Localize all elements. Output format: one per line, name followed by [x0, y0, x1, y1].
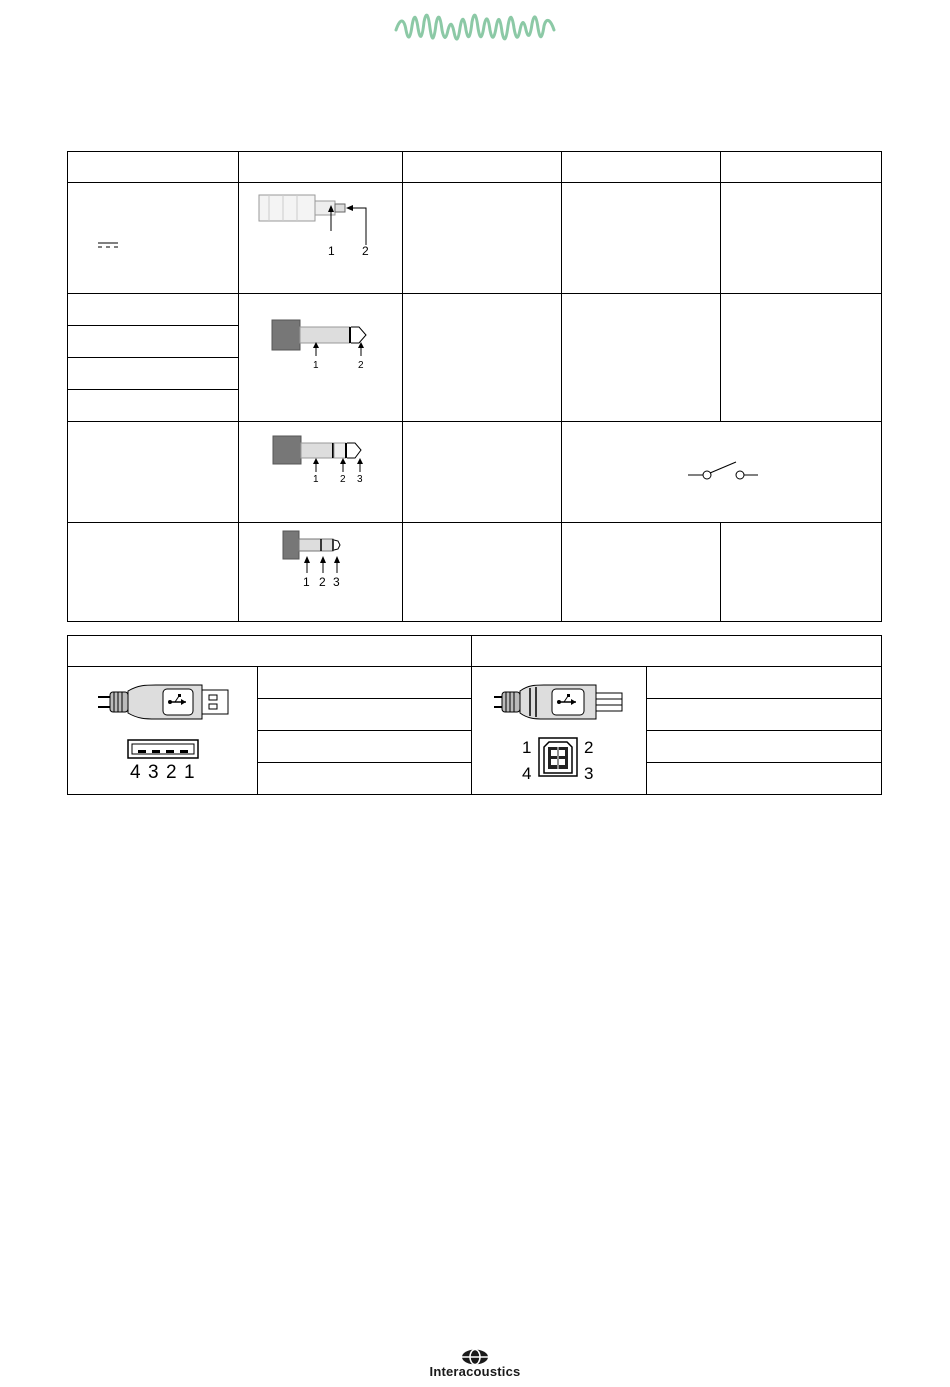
- pin-label: 1: [521, 738, 532, 757]
- table-row: [68, 422, 882, 523]
- mono-jack-plug-icon: [239, 294, 402, 416]
- pin-label: 2: [166, 762, 177, 783]
- pin-label: 1: [328, 244, 336, 258]
- waveform-logo-icon: [392, 8, 558, 44]
- connector-table: [67, 151, 882, 622]
- pin-label: 1: [303, 575, 311, 589]
- interacoustics-globe-icon: [461, 1349, 489, 1365]
- table-cell: [68, 294, 239, 326]
- table-header-row: [68, 636, 882, 667]
- table-cell: [239, 294, 403, 422]
- pin-label: 3: [333, 575, 341, 589]
- dc-jack-plug-icon: [239, 183, 402, 288]
- pin-label: 2: [319, 575, 327, 589]
- pin-label: 1: [184, 762, 195, 783]
- pin-label: 3: [357, 474, 363, 485]
- table-cell: [561, 422, 881, 523]
- table-row: [68, 667, 882, 699]
- pin-label: 2: [362, 244, 370, 258]
- table-cell: [239, 422, 403, 523]
- switch-symbol-icon: [562, 422, 881, 517]
- table-row: [68, 523, 882, 622]
- usb-a-plug-icon: [68, 667, 257, 789]
- header-cell: [561, 152, 720, 183]
- table-row: [68, 183, 882, 294]
- table-cell: [68, 667, 258, 795]
- table-cell: [646, 731, 881, 763]
- table-cell: [561, 183, 720, 294]
- table-cell: [68, 326, 239, 358]
- pin-label: 2: [358, 360, 364, 371]
- pin-label: 1: [313, 360, 319, 371]
- stereo-jack-plug-icon: [239, 422, 402, 517]
- table-cell: [68, 183, 239, 294]
- table-cell: [721, 523, 882, 622]
- table-cell: [471, 667, 646, 795]
- table-header-row: [68, 152, 882, 183]
- pin-label: 1: [313, 474, 319, 485]
- table-cell: [403, 422, 562, 523]
- table-cell: [561, 294, 720, 422]
- table-cell: [646, 763, 881, 795]
- table-cell: [646, 699, 881, 731]
- header-cell: [403, 152, 562, 183]
- table-cell: [258, 667, 472, 699]
- table-cell: [721, 183, 882, 294]
- table-cell: [239, 183, 403, 294]
- header-cell: [239, 152, 403, 183]
- table-cell: [68, 390, 239, 422]
- dc-symbol-icon: [98, 240, 120, 252]
- table-cell: [68, 422, 239, 523]
- header-cell: [68, 636, 472, 667]
- table-row: [68, 294, 882, 326]
- table-cell: [239, 523, 403, 622]
- mini-stereo-jack-plug-icon: [239, 523, 402, 616]
- header-cell: [721, 152, 882, 183]
- header-cell: [471, 636, 881, 667]
- usb-b-plug-icon: [472, 667, 646, 789]
- table-cell: [258, 763, 472, 795]
- table-cell: [646, 667, 881, 699]
- header-cell: [68, 152, 239, 183]
- table-cell: [258, 699, 472, 731]
- pin-label: 3: [148, 762, 159, 783]
- table-cell: [403, 294, 562, 422]
- usb-connector-table: [67, 635, 882, 795]
- pin-label: 4: [130, 762, 141, 783]
- table-cell: [403, 183, 562, 294]
- table-cell: [68, 523, 239, 622]
- pin-label: 3: [583, 764, 594, 783]
- brand-name: Interacoustics: [429, 1364, 521, 1379]
- pin-label: 4: [521, 764, 532, 783]
- table-cell: [258, 731, 472, 763]
- pin-label: 2: [583, 738, 594, 757]
- table-cell: [561, 523, 720, 622]
- table-cell: [403, 523, 562, 622]
- table-cell: [721, 294, 882, 422]
- pin-label: 2: [340, 474, 346, 485]
- table-cell: [68, 358, 239, 390]
